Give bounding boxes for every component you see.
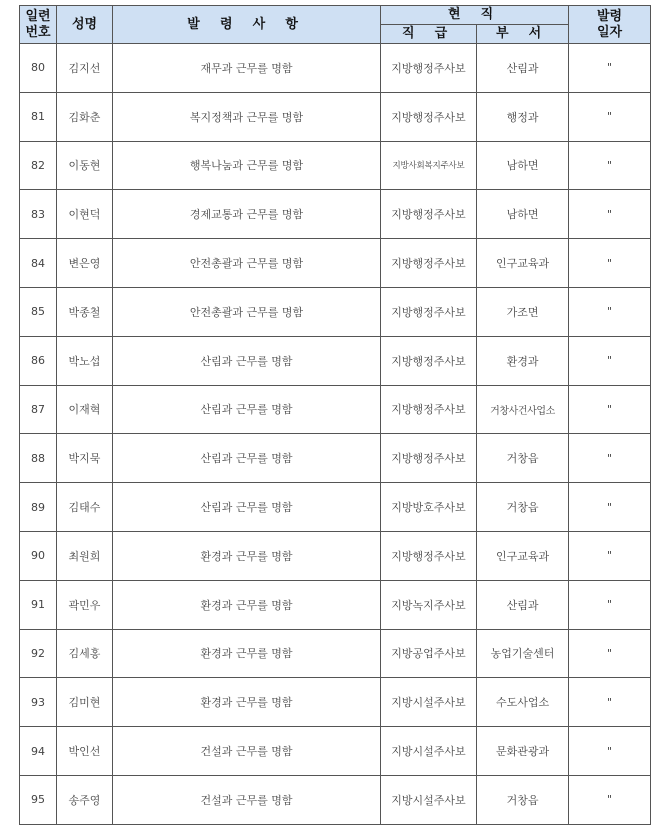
cell-date: " bbox=[569, 190, 651, 239]
cell-name: 김미현 bbox=[57, 678, 113, 727]
cell-serial-number: 92 bbox=[20, 629, 57, 678]
cell-department: 문화관광과 bbox=[477, 727, 569, 776]
cell-date: " bbox=[569, 678, 651, 727]
cell-date: " bbox=[569, 483, 651, 532]
cell-appointment-action: 환경과 근무를 명함 bbox=[113, 629, 381, 678]
cell-serial-number: 90 bbox=[20, 531, 57, 580]
cell-department: 거창읍 bbox=[477, 434, 569, 483]
header-appointment-date: 발령 일자 bbox=[569, 6, 651, 44]
cell-date: " bbox=[569, 336, 651, 385]
cell-serial-number: 88 bbox=[20, 434, 57, 483]
cell-name: 박지묵 bbox=[57, 434, 113, 483]
cell-appointment-action: 행복나눔과 근무를 명함 bbox=[113, 141, 381, 190]
cell-appointment-action: 재무과 근무를 명함 bbox=[113, 44, 381, 93]
cell-appointment-action: 산림과 근무를 명함 bbox=[113, 483, 381, 532]
cell-name: 김태수 bbox=[57, 483, 113, 532]
table-row bbox=[20, 531, 651, 580]
table-row bbox=[20, 434, 651, 483]
table-row bbox=[20, 775, 651, 824]
cell-serial-number: 80 bbox=[20, 44, 57, 93]
table-row bbox=[20, 629, 651, 678]
header-serial-number: 일련 번호 bbox=[20, 6, 57, 44]
cell-name: 곽민우 bbox=[57, 580, 113, 629]
table-row bbox=[20, 239, 651, 288]
cell-date: " bbox=[569, 385, 651, 434]
cell-grade: 지방행정주사보 bbox=[381, 385, 477, 434]
cell-appointment-action: 환경과 근무를 명함 bbox=[113, 580, 381, 629]
cell-grade: 지방행정주사보 bbox=[381, 434, 477, 483]
cell-grade: 지방행정주사보 bbox=[381, 190, 477, 239]
cell-grade: 지방행정주사보 bbox=[381, 92, 477, 141]
cell-grade: 지방방호주사보 bbox=[381, 483, 477, 532]
cell-name: 박인선 bbox=[57, 727, 113, 776]
cell-grade: 지방공업주사보 bbox=[381, 629, 477, 678]
cell-department: 인구교육과 bbox=[477, 531, 569, 580]
cell-serial-number: 87 bbox=[20, 385, 57, 434]
cell-appointment-action: 환경과 근무를 명함 bbox=[113, 531, 381, 580]
cell-appointment-action: 건설과 근무를 명함 bbox=[113, 775, 381, 824]
cell-serial-number: 81 bbox=[20, 92, 57, 141]
cell-grade: 지방행정주사보 bbox=[381, 336, 477, 385]
cell-date: " bbox=[569, 775, 651, 824]
table-row bbox=[20, 44, 651, 93]
cell-appointment-action: 경제교통과 근무를 명함 bbox=[113, 190, 381, 239]
header-grade: 직 급 bbox=[381, 25, 477, 44]
cell-appointment-action: 건설과 근무를 명함 bbox=[113, 727, 381, 776]
personnel-appointment-table bbox=[19, 5, 651, 825]
cell-serial-number: 83 bbox=[20, 190, 57, 239]
cell-appointment-action: 산림과 근무를 명함 bbox=[113, 385, 381, 434]
cell-date: " bbox=[569, 629, 651, 678]
table-row bbox=[20, 190, 651, 239]
cell-department: 행정과 bbox=[477, 92, 569, 141]
cell-grade: 지방행정주사보 bbox=[381, 531, 477, 580]
cell-department: 남하면 bbox=[477, 190, 569, 239]
cell-appointment-action: 환경과 근무를 명함 bbox=[113, 678, 381, 727]
cell-serial-number: 94 bbox=[20, 727, 57, 776]
cell-name: 김지선 bbox=[57, 44, 113, 93]
cell-appointment-action: 산림과 근무를 명함 bbox=[113, 336, 381, 385]
cell-name: 변은영 bbox=[57, 239, 113, 288]
cell-name: 박종철 bbox=[57, 287, 113, 336]
cell-department: 남하면 bbox=[477, 141, 569, 190]
table-row bbox=[20, 385, 651, 434]
cell-grade: 지방시설주사보 bbox=[381, 678, 477, 727]
cell-name: 김세홍 bbox=[57, 629, 113, 678]
table-row bbox=[20, 287, 651, 336]
cell-name: 이동현 bbox=[57, 141, 113, 190]
cell-name: 송주영 bbox=[57, 775, 113, 824]
cell-date: " bbox=[569, 580, 651, 629]
cell-name: 박노섭 bbox=[57, 336, 113, 385]
cell-date: " bbox=[569, 141, 651, 190]
table-row bbox=[20, 92, 651, 141]
cell-date: " bbox=[569, 531, 651, 580]
cell-appointment-action: 복지정책과 근무를 명함 bbox=[113, 92, 381, 141]
cell-department: 인구교육과 bbox=[477, 239, 569, 288]
cell-department: 농업기술센터 bbox=[477, 629, 569, 678]
cell-grade: 지방녹지주사보 bbox=[381, 580, 477, 629]
header-department: 부 서 bbox=[477, 25, 569, 44]
cell-date: " bbox=[569, 727, 651, 776]
cell-serial-number: 84 bbox=[20, 239, 57, 288]
cell-serial-number: 86 bbox=[20, 336, 57, 385]
cell-serial-number: 89 bbox=[20, 483, 57, 532]
cell-date: " bbox=[569, 287, 651, 336]
cell-department: 산림과 bbox=[477, 580, 569, 629]
cell-grade: 지방시설주사보 bbox=[381, 727, 477, 776]
header-name: 성명 bbox=[57, 6, 113, 44]
cell-grade: 지방사회복지주사보 bbox=[381, 141, 477, 190]
table-row bbox=[20, 483, 651, 532]
cell-department: 산림과 bbox=[477, 44, 569, 93]
cell-name: 이현덕 bbox=[57, 190, 113, 239]
cell-serial-number: 82 bbox=[20, 141, 57, 190]
cell-department: 가조면 bbox=[477, 287, 569, 336]
table-row bbox=[20, 580, 651, 629]
table-row bbox=[20, 141, 651, 190]
cell-department: 거창사건사업소 bbox=[477, 385, 569, 434]
header-appointment-action: 발 령 사 항 bbox=[113, 6, 381, 44]
cell-appointment-action: 산림과 근무를 명함 bbox=[113, 434, 381, 483]
table-row bbox=[20, 727, 651, 776]
header-current-position: 현 직 bbox=[381, 6, 569, 25]
cell-serial-number: 85 bbox=[20, 287, 57, 336]
cell-date: " bbox=[569, 434, 651, 483]
cell-grade: 지방행정주사보 bbox=[381, 239, 477, 288]
cell-name: 최원희 bbox=[57, 531, 113, 580]
cell-department: 환경과 bbox=[477, 336, 569, 385]
cell-grade: 지방시설주사보 bbox=[381, 775, 477, 824]
cell-department: 거창읍 bbox=[477, 775, 569, 824]
cell-appointment-action: 안전총괄과 근무를 명함 bbox=[113, 287, 381, 336]
table-body bbox=[20, 44, 651, 825]
cell-name: 김화춘 bbox=[57, 92, 113, 141]
cell-date: " bbox=[569, 44, 651, 93]
table-row bbox=[20, 678, 651, 727]
table-header bbox=[20, 6, 651, 44]
cell-serial-number: 91 bbox=[20, 580, 57, 629]
cell-name: 이재혁 bbox=[57, 385, 113, 434]
cell-department: 거창읍 bbox=[477, 483, 569, 532]
cell-date: " bbox=[569, 92, 651, 141]
cell-serial-number: 93 bbox=[20, 678, 57, 727]
cell-date: " bbox=[569, 239, 651, 288]
cell-grade: 지방행정주사보 bbox=[381, 44, 477, 93]
cell-department: 수도사업소 bbox=[477, 678, 569, 727]
table-row bbox=[20, 336, 651, 385]
cell-grade: 지방행정주사보 bbox=[381, 287, 477, 336]
cell-serial-number: 95 bbox=[20, 775, 57, 824]
cell-appointment-action: 안전총괄과 근무를 명함 bbox=[113, 239, 381, 288]
